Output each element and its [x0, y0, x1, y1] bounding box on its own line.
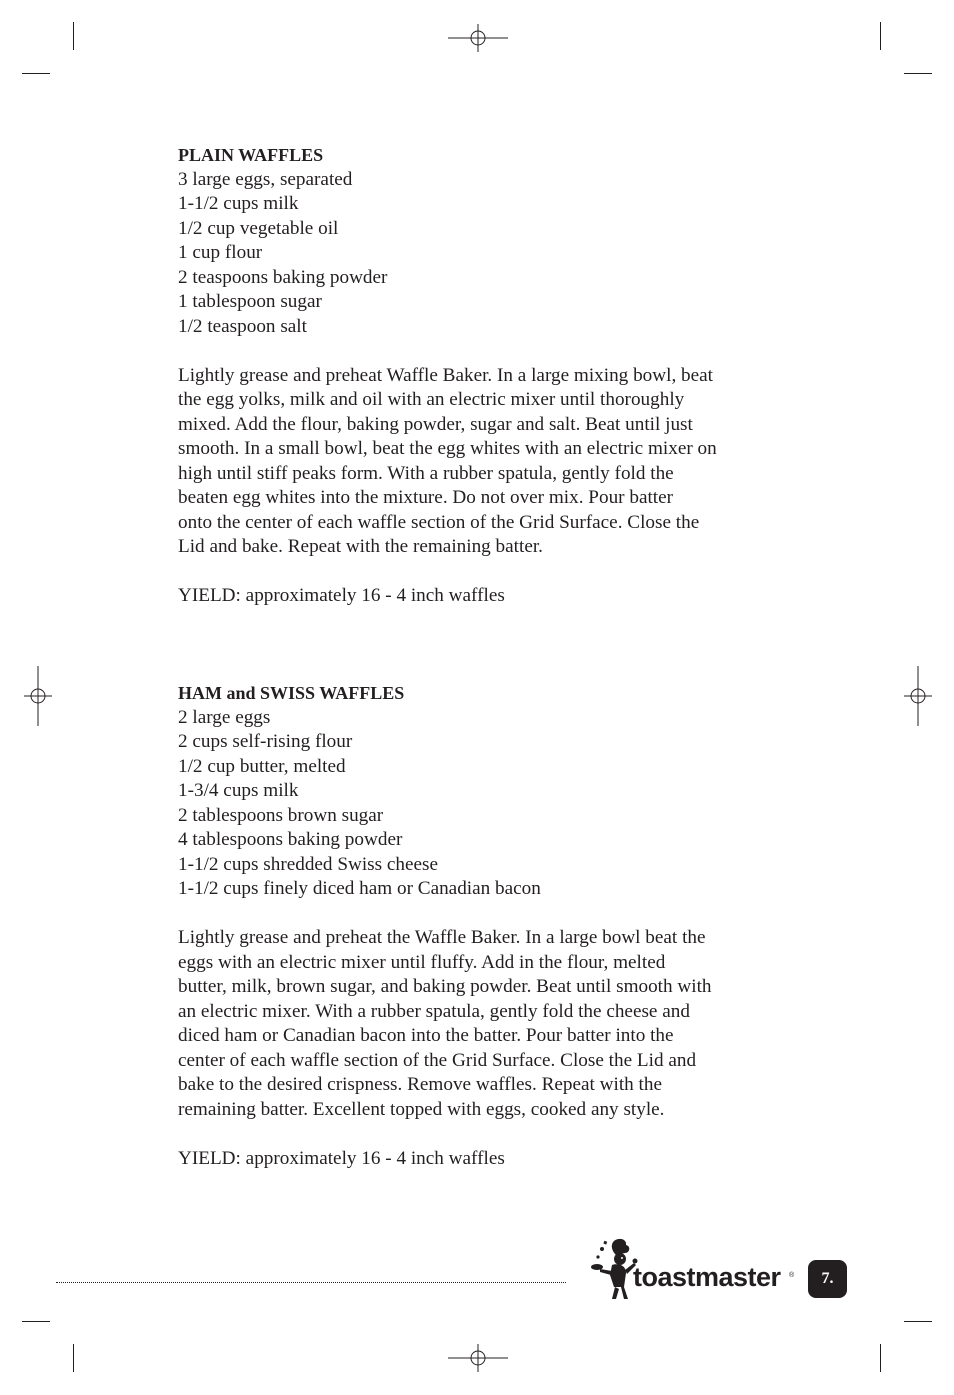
- method-line: high until stiff peaks form. With a rubber spatula, gently fold the: [178, 462, 674, 484]
- ingredient-item: 1-1/2 cups milk: [178, 193, 299, 214]
- ingredient-item: 1 tablespoon sugar: [178, 291, 322, 312]
- ingredient-item: 3 large eggs, separated: [178, 168, 353, 190]
- method-line: smooth. In a small bowl, beat the egg whites with an electric mixer on: [178, 438, 717, 459]
- ingredient-item: 2 tablespoons brown sugar: [178, 804, 384, 826]
- ingredient-item: 4 tablespoons baking powder: [178, 829, 403, 850]
- method-line: butter, milk, brown sugar, and baking powder. Beat until smooth with: [178, 976, 712, 997]
- crop-mark: [904, 1321, 932, 1322]
- chef-mascot-icon: [590, 1237, 638, 1303]
- crop-mark: [22, 1321, 50, 1322]
- page-number: 7.: [821, 1270, 834, 1287]
- recipe-plain-waffles: [178, 143, 818, 609]
- method-line: diced ham or Canadian bacon into the batter. Pour batter into the: [178, 1025, 674, 1046]
- method-line: Lightly grease and preheat Waffle Baker. In a large mixing bowl, beat: [178, 364, 713, 386]
- crop-mark: [880, 22, 881, 50]
- ingredient-item: 1-1/2 cups shredded Swiss cheese: [178, 853, 439, 875]
- method-line: beaten egg whites into the mixture. Do not over mix. Pour batter: [178, 487, 674, 508]
- recipe-title: HAM and SWISS WAFFLES: [178, 683, 405, 703]
- ingredient-item: 2 large eggs: [178, 706, 271, 728]
- ingredient-item: 2 cups self-rising flour: [178, 731, 353, 752]
- ingredient-item: 1-3/4 cups milk: [178, 780, 299, 801]
- method-line: the egg yolks, milk and oil with an electric mixer until thoroughly: [178, 389, 685, 410]
- registration-mark-icon: [448, 18, 508, 58]
- ingredient-list: [178, 706, 818, 902]
- ingredient-item: 1/2 cup butter, melted: [178, 755, 346, 777]
- ingredient-item: 1-1/2 cups finely diced ham or Canadian bacon: [178, 878, 541, 899]
- registration-mark-icon: [18, 666, 58, 726]
- recipe-yield: YIELD: approximately 16 - 4 inch waffles: [178, 585, 505, 606]
- crop-mark: [73, 22, 74, 50]
- ingredient-item: 1 cup flour: [178, 242, 263, 263]
- ingredient-item: 1/2 teaspoon salt: [178, 315, 307, 337]
- ingredient-item: 1/2 cup vegetable oil: [178, 217, 339, 239]
- registered-mark: ®: [789, 1272, 795, 1279]
- ingredient-item: 2 teaspoons baking powder: [178, 266, 388, 288]
- recipe-method: [178, 364, 818, 560]
- page-number-badge: [808, 1260, 847, 1298]
- ingredient-list: [178, 168, 818, 340]
- method-line: Lid and bake. Repeat with the remaining batter.: [178, 536, 543, 557]
- method-line: center of each waffle section of the Grid Surface. Close the Lid and: [178, 1049, 697, 1071]
- registration-mark-icon: [898, 666, 938, 726]
- footer-dotted-rule: [56, 1282, 566, 1283]
- recipe-yield: YIELD: approximately 16 - 4 inch waffles: [178, 1147, 505, 1169]
- method-line: mixed. Add the flour, baking powder, sugar and salt. Beat until just: [178, 413, 693, 435]
- method-line: remaining batter. Excellent topped with eggs, cooked any style.: [178, 1098, 665, 1120]
- registration-mark-icon: [448, 1338, 508, 1378]
- recipe-title: PLAIN WAFFLES: [178, 145, 324, 165]
- recipe-method: [178, 926, 818, 1122]
- crop-mark: [22, 73, 50, 74]
- method-line: Lightly grease and preheat the Waffle Baker. In a large bowl beat the: [178, 927, 706, 948]
- method-line: onto the center of each waffle section of the Grid Surface. Close the: [178, 511, 700, 533]
- method-line: eggs with an electric mixer until fluffy. Add in the flour, melted: [178, 951, 666, 973]
- method-line: bake to the desired crispness. Remove waffles. Repeat with the: [178, 1074, 662, 1095]
- brand-wordmark: toastmaster: [633, 1262, 781, 1292]
- crop-mark: [880, 1344, 881, 1372]
- method-line: an electric mixer. With a rubber spatula, gently fold the cheese and: [178, 1000, 690, 1022]
- crop-mark: [73, 1344, 74, 1372]
- recipe-ham-swiss-waffles: [178, 681, 818, 1171]
- crop-mark: [904, 73, 932, 74]
